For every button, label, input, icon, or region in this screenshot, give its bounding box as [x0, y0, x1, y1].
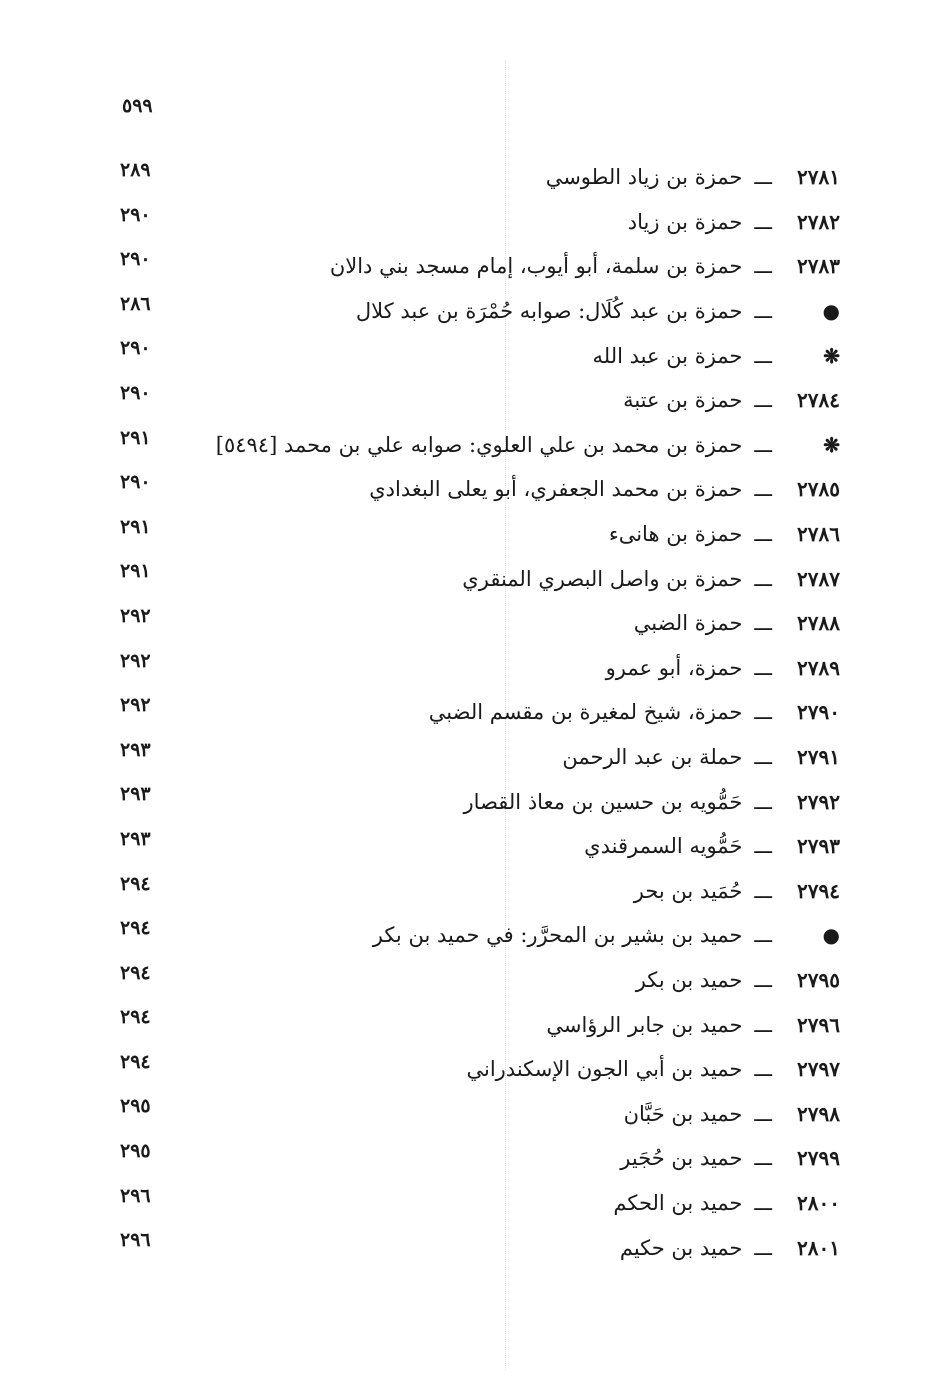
entry-dash: ـــ	[754, 745, 772, 770]
entry-dash: ـــ	[754, 611, 772, 636]
index-entry	[623, 378, 840, 423]
index-entry-row	[0, 1091, 928, 1136]
entry-page-number: ٢٨٩	[120, 159, 151, 181]
index-entry-row	[0, 1136, 928, 1181]
index-entry	[613, 1181, 840, 1226]
entry-dash: ـــ	[754, 388, 772, 413]
index-entry	[624, 1091, 840, 1136]
entry-marker: ٢٧٩٦	[797, 1012, 840, 1037]
entry-dash: ـــ	[754, 566, 772, 591]
entry-dash: ـــ	[754, 254, 772, 279]
index-entry-row	[0, 1225, 928, 1270]
entry-name: حمزة بن عبد الله	[592, 343, 743, 368]
entry-dash: ـــ	[754, 477, 772, 502]
entry-marker: ٢٧٨١	[797, 165, 840, 190]
entry-marker: ٢٧٨٣	[797, 254, 840, 279]
entry-dash: ـــ	[754, 923, 772, 948]
entry-name: حَمُّويه بن حسين بن معاذ القصار	[463, 789, 743, 814]
index-entry-row	[0, 155, 928, 200]
entry-name: حمزة بن زياد	[627, 209, 743, 234]
index-entry	[216, 423, 840, 468]
index-entry-row	[0, 512, 928, 557]
entry-dash: ـــ	[754, 789, 772, 814]
entry-dash: ـــ	[754, 343, 772, 368]
entry-name: حميد بن حُجَير	[620, 1146, 743, 1171]
index-entry-row	[0, 1047, 928, 1092]
entry-dash: ـــ	[754, 1057, 772, 1082]
entry-page-number: ٢٩٠	[120, 203, 151, 226]
entry-page-number: ٢٩٤	[120, 961, 151, 984]
entry-name: حميد بن حكيم	[619, 1235, 743, 1260]
index-entry	[620, 1136, 840, 1181]
index-entry	[330, 244, 840, 289]
entry-name: حمزة بن عتبة	[623, 388, 743, 413]
entry-marker: ٢٧٩٥	[797, 967, 840, 992]
entry-page-number: ٢٩٦	[120, 1184, 151, 1207]
entry-marker: ٢٧٨٩	[797, 655, 840, 680]
entry-page-number: ٢٩٠	[120, 248, 151, 271]
entry-name: حميد بن بشير بن المحرَّر: في حميد بن بكر	[372, 923, 743, 948]
entry-name: حُمَيد بن بحر	[633, 878, 743, 903]
entry-name: حميد بن الحكم	[613, 1190, 743, 1215]
index-entry	[462, 556, 840, 601]
entry-page-number: ٢٩٦	[120, 1229, 151, 1252]
page-number: ٥٩٩	[122, 95, 153, 117]
index-entry	[356, 289, 840, 334]
index-entry	[620, 1225, 840, 1270]
index-entry-row	[0, 289, 928, 334]
entry-page-number: ٢٩٤	[120, 1050, 151, 1073]
entry-dash: ـــ	[754, 1101, 772, 1126]
entry-dash: ـــ	[754, 209, 772, 234]
index-entry-row	[0, 913, 928, 958]
index-entry	[634, 601, 840, 646]
entry-dash: ـــ	[754, 1012, 772, 1037]
entry-marker: ●	[822, 923, 840, 948]
entry-marker: ❋	[823, 432, 840, 457]
entry-dash: ـــ	[754, 165, 772, 190]
index-entry-row	[0, 200, 928, 245]
entry-name: حمزة الضبي	[633, 611, 743, 636]
entry-dash: ـــ	[754, 1190, 772, 1215]
entry-name: حمزة بن محمد الجعفري، أبو يعلى البغدادي	[369, 477, 743, 502]
entry-page-number: ٢٩١	[120, 426, 151, 449]
entry-page-number: ٢٨٦	[120, 292, 151, 315]
entry-dash: ـــ	[754, 432, 772, 457]
entry-name: حمزة بن هانىء	[608, 522, 743, 547]
index-entry-row	[0, 690, 928, 735]
index-entry	[373, 913, 840, 958]
entry-name: حمزة، شيخ لمغيرة بن مقسم الضبي	[428, 700, 743, 725]
index-entry-list	[0, 155, 928, 1270]
entry-name: حمزة بن محمد بن علي العلوي: صوابه علي بن محمد [٥٤٩٤]	[215, 432, 743, 457]
entry-marker: ٢٧٩٣	[797, 834, 840, 859]
entry-marker: ٢٧٩٠	[797, 700, 840, 725]
entry-dash: ـــ	[754, 878, 772, 903]
entry-name: حميد بن بكر	[635, 967, 743, 992]
entry-marker: ●	[822, 299, 840, 324]
entry-marker: ٢٧٨٦	[797, 522, 840, 547]
index-entry-row	[0, 646, 928, 691]
entry-page-number: ٢٩٠	[120, 381, 151, 404]
entry-name: حمزة بن زياد الطوسي	[545, 165, 743, 190]
index-entry	[562, 735, 840, 780]
index-entry	[466, 1047, 840, 1092]
entry-page-number: ٢٩٣	[120, 783, 151, 806]
entry-marker: ٢٧٩٢	[797, 789, 840, 814]
index-entry	[609, 512, 840, 557]
entry-marker: ٢٧٩٧	[797, 1057, 840, 1082]
index-entry	[593, 333, 840, 378]
entry-marker: ٢٧٨٥	[797, 477, 840, 502]
entry-marker: ٢٧٨٧	[797, 566, 840, 591]
entry-name: حمزة بن عبد كُلَال: صوابه حُمْرَة بن عبد كلال	[355, 299, 743, 324]
index-entry-row	[0, 824, 928, 869]
index-entry-row	[0, 958, 928, 1003]
index-entry	[369, 467, 840, 512]
entry-dash: ـــ	[754, 1146, 772, 1171]
entry-dash: ـــ	[754, 522, 772, 547]
entry-marker: ٢٨٠١	[797, 1235, 840, 1260]
entry-dash: ـــ	[754, 1235, 772, 1260]
entry-page-number: ٢٩١	[120, 515, 151, 538]
entry-name: حمزة، أبو عمرو	[605, 655, 743, 680]
index-entry-row	[0, 1181, 928, 1226]
index-entry-row	[0, 869, 928, 914]
entry-page-number: ٢٩٣	[120, 827, 151, 850]
entry-marker: ٢٨٠٠	[797, 1190, 840, 1215]
index-entry-row	[0, 423, 928, 468]
entry-page-number: ٢٩٢	[120, 694, 151, 717]
entry-dash: ـــ	[754, 834, 772, 859]
index-entry-row	[0, 378, 928, 423]
entry-name: حمزة بن سلمة، أبو أيوب، إمام مسجد بني دالان	[329, 254, 743, 279]
entry-marker: ٢٧٩٨	[797, 1101, 840, 1126]
entry-page-number: ٢٩٥	[120, 1095, 151, 1118]
entry-marker: ٢٧٩٩	[797, 1146, 840, 1171]
entry-marker: ٢٧٩٤	[797, 878, 840, 903]
index-entry-row	[0, 735, 928, 780]
index-entry	[628, 200, 840, 245]
entry-dash: ـــ	[754, 299, 772, 324]
index-entry	[636, 958, 840, 1003]
index-entry-row	[0, 556, 928, 601]
index-entry	[546, 1002, 840, 1047]
index-entry-row	[0, 244, 928, 289]
entry-page-number: ٢٩٠	[120, 337, 151, 360]
index-entry	[464, 779, 840, 824]
entry-name: حميد بن جابر الرؤاسي	[546, 1012, 743, 1037]
index-entry	[584, 824, 840, 869]
entry-name: حميد بن حَبَّان	[623, 1101, 743, 1126]
entry-page-number: ٢٩٠	[120, 471, 151, 494]
index-entry-row	[0, 779, 928, 824]
entry-marker: ٢٧٨٤	[797, 388, 840, 413]
entry-marker: ٢٧٩١	[797, 745, 840, 770]
index-entry	[606, 646, 840, 691]
entry-page-number: ٢٩٣	[120, 738, 151, 761]
entry-page-number: ٢٩٥	[120, 1140, 151, 1163]
entry-marker: ٢٧٨٢	[797, 209, 840, 234]
entry-page-number: ٢٩٢	[120, 604, 151, 627]
entry-page-number: ٢٩٤	[120, 872, 151, 895]
entry-page-number: ٢٩٢	[120, 649, 151, 672]
index-entry	[546, 155, 840, 200]
entry-name: حملة بن عبد الرحمن	[562, 745, 743, 770]
entry-name: حميد بن أبي الجون الإسكندراني	[466, 1057, 743, 1082]
entry-page-number: ٢٩٤	[120, 1006, 151, 1029]
entry-marker: ❋	[823, 343, 840, 368]
index-entry-row	[0, 333, 928, 378]
entry-page-number: ٢٩٤	[120, 917, 151, 940]
index-entry-row	[0, 601, 928, 646]
entry-marker: ٢٧٨٨	[797, 611, 840, 636]
entry-name: حمزة بن واصل البصري المنقري	[462, 566, 743, 591]
entry-dash: ـــ	[754, 967, 772, 992]
entry-dash: ـــ	[754, 655, 772, 680]
entry-dash: ـــ	[754, 700, 772, 725]
entry-name: حَمُّويه السمرقندي	[584, 834, 743, 859]
entry-page-number: ٢٩١	[120, 560, 151, 583]
index-entry-row	[0, 1002, 928, 1047]
index-entry-row	[0, 467, 928, 512]
index-entry	[634, 869, 840, 914]
index-entry	[429, 690, 840, 735]
